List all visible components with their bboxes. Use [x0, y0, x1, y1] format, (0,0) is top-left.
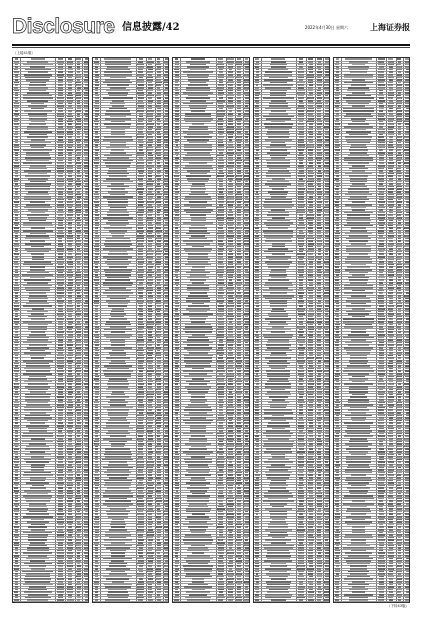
section-name: 信息披露	[122, 22, 162, 33]
table-cell	[84, 602, 89, 603]
continued-from-note: （上接41版）	[13, 51, 35, 56]
masthead-rule-thin	[12, 47, 410, 48]
masthead	[12, 14, 410, 42]
table-cell	[68, 602, 73, 603]
issue-date: 2022年4月30日 星期六	[305, 25, 348, 31]
table-cell	[76, 602, 81, 603]
masthead-rule	[12, 44, 410, 46]
table-cell	[29, 602, 46, 603]
table-column-2	[92, 57, 169, 603]
page-number: /42	[162, 22, 180, 33]
disclosure-table-columns	[12, 57, 410, 603]
section-title	[122, 22, 180, 34]
newspaper-name: 上海证券报	[370, 22, 410, 33]
masthead-brand: Disclosure	[12, 14, 114, 40]
table-row	[13, 601, 88, 603]
table-cell	[14, 602, 18, 603]
table-column-1	[12, 57, 89, 603]
table-cell	[57, 602, 64, 603]
